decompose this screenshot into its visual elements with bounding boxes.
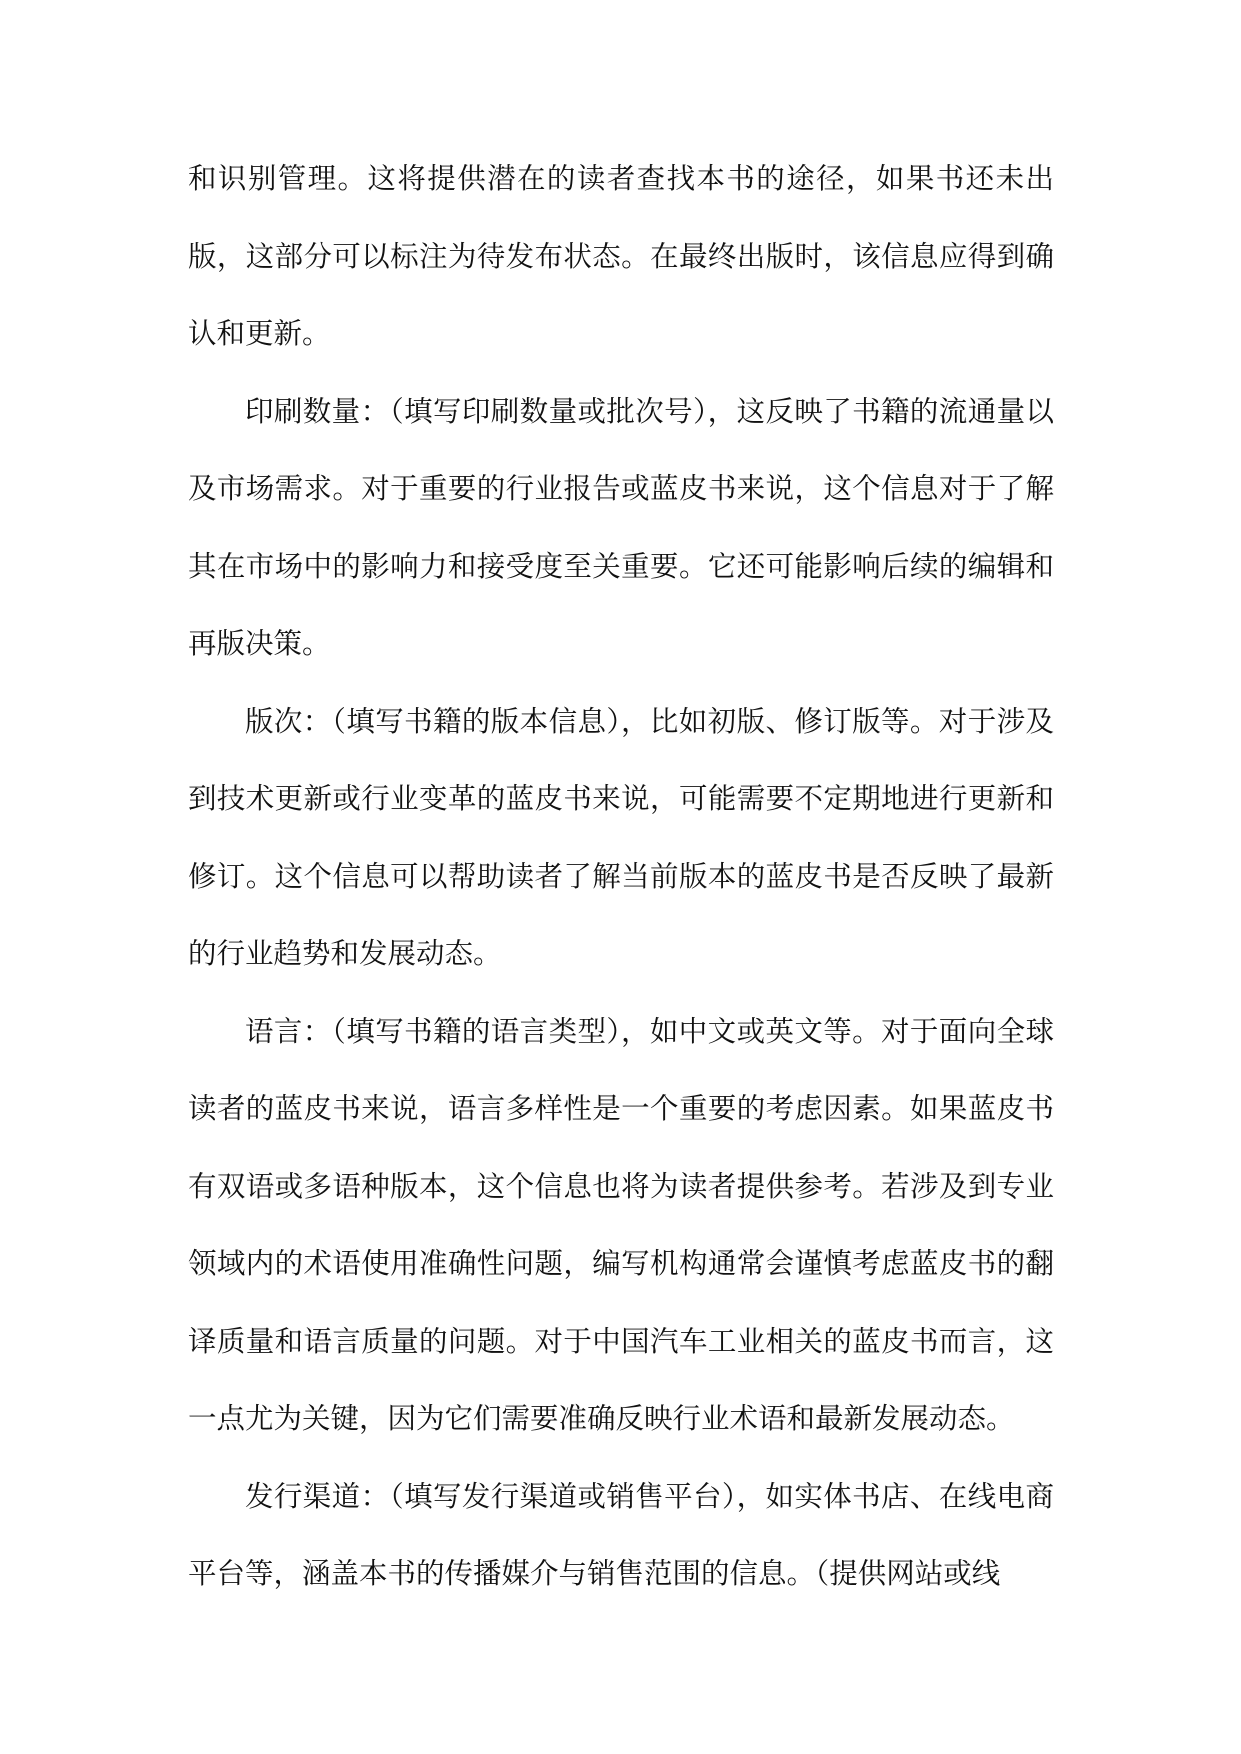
paragraph-distribution-channel: 发行渠道：（填写发行渠道或销售平台），如实体书店、在线电商平台等，涵盖本书的传播媒介与销售范围的信息。（提供网站或线 bbox=[188, 1479, 1054, 1590]
paragraph-language: 语言：（填写书籍的语言类型），如中文或英文等。对于面向全球读者的蓝皮书来说，语言多样性是一个重要的考虑因素。如果蓝皮书有双语或多语种版本，这个信息也将为读者提供参考。若涉及到专业领域内的术语使用准确性问题，编写机构通常会谨慎考虑蓝皮书的翻译质量和语言质量的问题。对于中国汽车工业相关的蓝皮书而言，这一点尤为关键，因为它们需要准确反映行业术语和最新发展动态。 bbox=[188, 1014, 1054, 1435]
paragraph-print-quantity: 印刷数量：（填写印刷数量或批次号），这反映了书籍的流通量以及市场需求。对于重要的行业报告或蓝皮书来说，这个信息对于了解其在市场中的影响力和接受度至关重要。它还可能影响后续的编辑和再版决策。 bbox=[188, 394, 1054, 660]
paragraph-edition: 版次：（填写书籍的版本信息），比如初版、修订版等。对于涉及到技术更新或行业变革的蓝皮书来说，可能需要不定期地进行更新和修订。这个信息可以帮助读者了解当前版本的蓝皮书是否反映了最新的行业趋势和发展动态。 bbox=[188, 704, 1054, 970]
body-text bbox=[188, 140, 1054, 1613]
paragraph-identification-management: 和识别管理。这将提供潜在的读者查找本书的途径，如果书还未出版，这部分可以标注为待发布状态。在最终出版时，该信息应得到确认和更新。 bbox=[188, 162, 1054, 350]
